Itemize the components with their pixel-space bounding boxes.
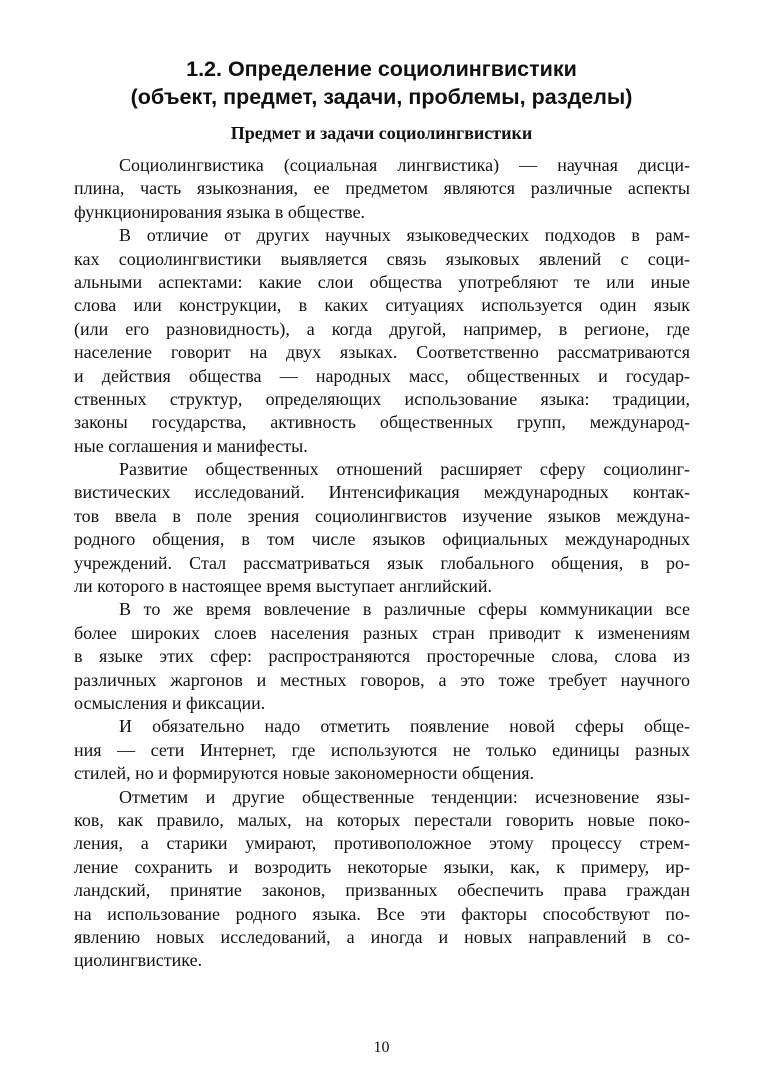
text-line: стилей, но и формируются новые закономерности общения.: [74, 763, 535, 784]
text-line: родного общения, в том числе языков официальных международных: [74, 529, 690, 550]
text-line: тов ввела в поле зрения социолингвистов изучение языков междуна-: [74, 505, 690, 526]
text-line: ков, как правило, малых, на которых перестали говорить новые поко-: [74, 809, 690, 830]
text-line: население говорит на двух языках. Соответственно рассматриваются: [74, 342, 690, 363]
text-line: ландский, принятие законов, призванных обеспечить права граждан: [74, 880, 690, 901]
page-number: 10: [373, 1039, 390, 1056]
text-line: ственных структур, определяющих использование языка: традиции,: [74, 388, 690, 409]
text-line: более широких слоев населения разных стран приводит к изменениям: [74, 622, 690, 643]
paragraph: [74, 154, 690, 224]
body-text: [74, 154, 690, 973]
text-line: различных жаргонов и местных говоров, а это тоже требует научного: [74, 669, 690, 690]
chapter-title-line: (объект, предмет, задачи, проблемы, разделы): [130, 85, 633, 109]
text-line: ные соглашения и манифесты.: [74, 435, 308, 456]
text-line: законы государства, активность общественных групп, международ-: [74, 412, 690, 433]
text-line: альными аспектами: какие слои общества употребляют те или иные: [74, 271, 690, 292]
text-line: осмысления и фиксации.: [74, 692, 266, 713]
paragraph: [74, 715, 690, 785]
text-line: на использование родного языка. Все эти факторы способствуют по-: [74, 903, 690, 924]
text-line: учреждений. Стал рассматриваться язык глобального общения, в ро-: [74, 552, 690, 573]
text-line: ли которого в настоящее время выступает английский.: [74, 576, 492, 597]
text-line: и действия общества — народных масс, общественных и государ-: [74, 365, 690, 386]
text-line: И обязательно надо отметить появление новой сферы обще-: [119, 716, 690, 737]
text-line: Развитие общественных отношений расширяет сферу социолинг-: [119, 459, 690, 480]
text-line: функционирования языка в обществе.: [74, 201, 366, 222]
paragraph: [74, 224, 690, 458]
chapter-title-line: 1.2. Определение социолингвистики: [186, 57, 577, 81]
text-line: в языке этих сфер: распространяются просторечные слова, слова из: [74, 646, 690, 667]
text-line: ления, а старики умирают, противоположное этому процессу стрем-: [74, 833, 690, 854]
text-line: Социолингвистика (социальная лингвистика) — научная дисци-: [119, 155, 690, 175]
text-line: циолингвистике.: [74, 950, 203, 971]
text-line: ление сохранить и возродить некоторые языки, как, к примеру, ир-: [74, 856, 690, 877]
text-line: плина, часть языкознания, ее предметом являются различные аспекты: [74, 178, 690, 199]
paragraph: [74, 458, 690, 598]
text-line: Отметим и другие общественные тенденции: исчезновение язы-: [119, 786, 690, 807]
text-line: В отличие от других научных языковедческих подходов в рам-: [119, 225, 690, 246]
text-line: вистических исследований. Интенсификация международных контак-: [74, 482, 690, 503]
text-line: (или его разновидность), а когда другой, например, в регионе, где: [74, 318, 690, 339]
paragraph: [74, 598, 690, 715]
text-line: явлению новых исследований, а иногда и новых направлений в со-: [74, 926, 690, 947]
chapter-title: [74, 55, 689, 111]
text-line: ния — сети Интернет, где используются не только единицы разных: [74, 739, 690, 760]
text-line: слова или конструкции, в каких ситуациях используется один язык: [74, 295, 690, 316]
text-line: В то же время вовлечение в различные сферы коммуникации все: [119, 599, 690, 620]
text-line: ках социолингвистики выявляется связь языковых явлений с соци-: [74, 248, 690, 269]
section-title: Предмет и задачи социолингвистики: [230, 123, 533, 143]
paragraph: [74, 786, 690, 973]
